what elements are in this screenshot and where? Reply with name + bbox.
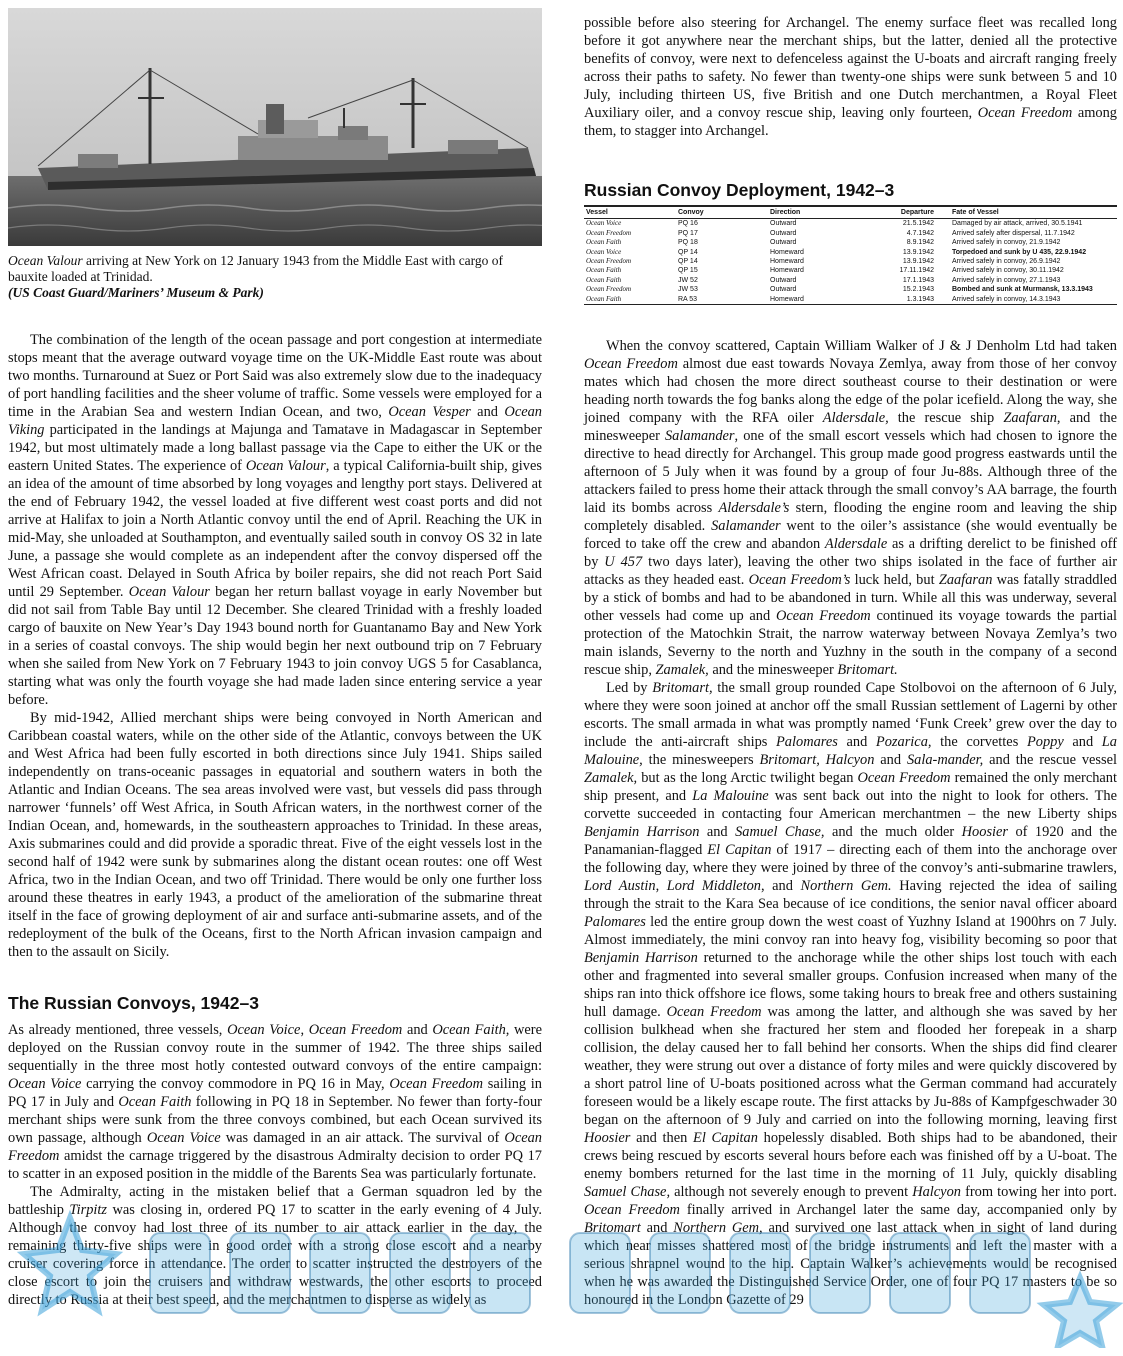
- cell-direction: Homeward: [770, 258, 804, 266]
- right-top-text: [584, 14, 1117, 140]
- header-vessel: Vessel: [584, 206, 676, 219]
- italic-name: Aldersdale: [824, 536, 888, 553]
- italic-name: Salamander: [664, 428, 735, 445]
- italic-name: Ocean Freedom: [584, 1202, 680, 1219]
- italic-name: Ocean Freedom: [389, 1076, 484, 1092]
- right-body-text: [584, 337, 1117, 1309]
- photo-credit: (US Coast Guard/Mariners’ Museum & Park): [8, 285, 264, 300]
- italic-name: Ocean Freedom: [308, 1022, 403, 1038]
- italic-name: Zaafaran: [938, 572, 993, 589]
- italic-name: Ocean Valour: [128, 584, 210, 600]
- ship-photo-image: [8, 8, 542, 246]
- table-row: [584, 248, 1117, 257]
- italic-name: Benjamin Harrison: [584, 950, 698, 967]
- cell-convoy: QP 14: [678, 258, 698, 266]
- cell-vessel: Ocean Faith: [586, 266, 622, 275]
- cell-departure: 13.9.1942: [902, 258, 934, 266]
- cell-vessel: Ocean Voice: [586, 247, 622, 256]
- cell-vessel: Ocean Faith: [584, 295, 676, 305]
- cell-fate: Torpedoed and sunk by U 435, 22.9.1942: [952, 248, 1087, 256]
- paragraph: The combination of the length of the ocean passage and port congestion at intermediate stops meant that the average outward voyage time on the UK-Middle East route was about two months. Turnaround at Suez or Port Said was also extremely slow due to the inadequacy of port handling facilities and the sheer volume of traffic. Some vessels were employed for a time in the Arabian Sea and western Indian Ocean, and two, Ocean Vesper and Ocean Viking participated in the landings at Majunga and Tamatave in Madagascar in September 1942, but most ultimately made a long ballast passage via the Cape to either the UK or the eastern United States. The experience of Ocean Valour, a typical California-built ship, gives an idea of the amount of time absorbed by long voyages and lengthy port stays. Delivered at the end of February 1942, the vessel loaded at five different west coast ports and did not arrive at Halifax to join a North Atlantic convoy until the end of April. Reaching the UK in mid-May, she unloaded at Southampton, and eventually sailed south in convoy OS 32 in late June, a passage she would complete as an independent after the convoy dispersed off the West African coast. Delayed in South Africa by boiler repairs, she did not reach Port Said until 29 September. Ocean Valour began her return ballast voyage in early November but did not sail from Table Bay until 12 December. She cleared Trinidad with a freshly loaded cargo of bauxite on New Year’s Day 1943 bound north for Guantanamo Bay and New York in a series of coastal convoys. The ship would begin her next outbound trip on 7 February when she sailed from New York on 7 February 1943 to join convoy UGS 5 for Casablanca, starting what was only the fourth voyage she had made laden since entering service a year before.: [8, 332, 542, 708]
- italic-name: Ocean Viking: [8, 404, 542, 438]
- italic-name: Poppy: [1026, 734, 1064, 751]
- table-row: [584, 219, 1117, 229]
- cell-direction: Outward: [770, 220, 797, 228]
- cell-departure: 17.11.1942: [899, 267, 934, 275]
- cell-departure: 13.9.1942: [902, 248, 934, 256]
- ship-photo: [8, 8, 542, 246]
- italic-name: Ocean Faith,: [432, 1022, 510, 1038]
- cell-direction: Outward: [770, 239, 797, 247]
- cell-departure: 8.9.1942: [906, 239, 934, 247]
- italic-name: Lord Austin: [584, 878, 656, 895]
- cell-fate: Arrived safely after dispersal, 11.7.1942: [952, 229, 1075, 237]
- cell-direction: Homeward: [770, 267, 804, 275]
- italic-name: Ocean Voice: [227, 1022, 301, 1038]
- italic-name: Zamalek,: [655, 662, 709, 679]
- header-fate: Fate of Vessel: [950, 206, 1117, 219]
- cell-fate: Arrived safely in convoy, 27.1.1943: [952, 276, 1061, 284]
- paragraph: When the convoy scattered, Captain William Walker of J & J Denholm Ltd had taken Ocean Freedom almost due east towards Novaya Zemlya, away from those of her convoy mates which had chosen the more direct southeast course to their destination or were heading north towards the fog banks along the edge of the polar icefield. Along the way, she joined company with the RFA oiler Aldersdale, the rescue ship Zaafaran, and the minesweeper Salamander, one of the small escort vessels which had chosen to ignore the directive to head directly for Archangel. This group made good progress eastwards until the afternoon of 5 July when it was found by a group of four Ju-88s. Although three of the attackers failed to press home their attack through the small convoy’s AA barrage, the fourth laid its bombs across Aldersdale’s stern, flooding the engine room and leaving the ship completely disabled. Salamander went to the oiler’s assistance (she would eventually be forced to take off the crew and abandon Aldersdale as a drifting derelict to be finished off by U 457 two days later), leaving the other two ships isolated in the face of further air attacks as they headed east. Ocean Freedom’s luck held, but Zaafaran was fatally straddled by a stick of bombs and had to be abandoned in turn. While all this was underway, several other vessels had come up and Ocean Freedom continued its voyage towards the partial protection of the Matochkin Strait, the narrow waterway between Novaya Zemlya’s two main islands, Severny to the north and Yuzhny in the south in the company of a second rescue ship, Zamalek, and the minesweeper Britomart.: [584, 338, 1118, 679]
- cell-convoy: PQ 16: [678, 220, 698, 228]
- italic-name: El Capitan: [707, 842, 772, 859]
- italic-name: Aldersdale’s: [718, 500, 790, 517]
- italic-name: Ocean Freedom’s: [748, 572, 851, 589]
- caption-vessel: Ocean Valour: [8, 253, 83, 268]
- paragraph: By mid-1942, Allied merchant ships were being convoyed in North American and Caribbean coastal waters, while on the other side of the Atlantic, convoys between the UK and West Africa had been fully escorted in both directions since July 1941. Ships sailed independently on trans-oceanic passages in equatorial and southern waters in both the Atlantic and Indian Oceans. The sea areas involved were vast, but vessels did pass through narrower ‘funnels’ off West Africa, in South African waters, in the northwest corner of the Indian Ocean, and, homewards, in the southeastern approaches to Trinidad. In these areas, Axis submarines could and did provide a sporadic threat. Five of the eight vessels lost in the second half of 1942 were sunk by submarines along the distant ocean routes: one off West Africa, two in the Indian Ocean, and two off Trinidad. There would be only one further loss around these theatres in early 1943, a product of the amelioration of the submarine threat itself in the face of growing deployment of air and surface anti-submarine assets, and of the redeployment of the bulk of the Oceans, first to the North African invasion campaign and then to the assault on Sicily.: [8, 710, 542, 960]
- header-convoy: Convoy: [676, 206, 768, 219]
- caption-text: arriving at New York on 12 January 1943 from the Middle East with cargo of bauxite loaded at Trinidad.: [8, 253, 504, 284]
- italic-name: Britomart: [584, 1220, 641, 1237]
- italic-name: Ocean Voice: [146, 1130, 221, 1146]
- italic-name: Northern Gem,: [673, 1220, 763, 1237]
- left-column: [8, 0, 542, 1309]
- cell-fate: Arrived safely in convoy, 30.11.1942: [952, 267, 1064, 275]
- italic-name: Aldersdale,: [822, 410, 889, 427]
- cell-convoy: PQ 18: [678, 239, 698, 247]
- italic-name: Britomart.: [837, 662, 898, 679]
- italic-name: El Capitan: [693, 1130, 758, 1147]
- italic-name: La Malouine: [692, 788, 769, 805]
- italic-name: Tirpitz: [69, 1202, 108, 1218]
- table-header-row: [584, 206, 1117, 219]
- italic-name: Hoosier: [584, 1130, 631, 1147]
- cell-vessel: Ocean Freedom: [586, 285, 632, 294]
- cell-direction: Outward: [770, 229, 797, 237]
- cell-convoy: QP 15: [678, 267, 698, 275]
- cell-convoy: JW 52: [678, 276, 698, 284]
- russian-convoys-heading: The Russian Convoys, 1942–3: [8, 993, 259, 1013]
- italic-name: Zamalek,: [584, 770, 638, 787]
- italic-name: Salamander: [711, 518, 781, 535]
- cell-vessel: Ocean Freedom: [586, 257, 632, 266]
- cell-departure: 21.5.1942: [902, 220, 934, 228]
- cell-direction: Homeward: [770, 248, 804, 256]
- italic-name: Lord Middleton: [666, 878, 761, 895]
- cell-fate: Arrived safely in convoy, 21.9.1942: [952, 239, 1061, 247]
- table-row: [584, 229, 1117, 238]
- paragraph: Led by Britomart, the small group rounded Cape Stolbovoi on the afternoon of 6 July, where they were soon joined at anchor off the small Russian settlement of Lagerni by other escorts. The small armada in what was promptly named ‘Funk Creek’ grew over the day to include the anti-aircraft ships Palomares and Pozarica, the corvettes Poppy and La Malouine, the minesweepers Britomart, Halcyon and Sala-mander, and the rescue vessel Zamalek, but as the long Arctic twilight began Ocean Freedom remained the only merchant ship present, and La Malouine was sent back out into the night to look for others. The corvette succeeded in contacting four American merchantmen – the new Liberty ships Benjamin Harrison and Samuel Chase, and the much older Hoosier of 1920 and the Panamanian-flagged El Capitan of 1917 – directing each of them into the anchorage over the following day, where they were joined by three of the convoy’s anti-submarine trawlers, Lord Austin, Lord Middleton, and Northern Gem. Having rejected the idea of sailing through the strait to the Kara Sea because of ice conditions, the senior naval officer aboard Palomares led the entire group down the west coast of Yuzhny Island at 1900hrs on 7 July. Almost immediately, the mini convoy ran into heavy fog, visibility becoming so poor that Benjamin Harrison returned to the anchorage while the other ships lost touch with each other and fragmented into several smaller groups. Confusion increased when many of the ships ran into thick offshore ice flows, some taking hours to break free and others sustaining hull damage. Ocean Freedom was among the latter, and although she was saved by her collision bulkhead when she fractured her stem and flooded her forepeak in a sharp collision, the delay caused her to fall behind her consorts. When the ships did find clearer weather, they were strung out over a distance of forty miles and were quickly discovered by a short patrol line of U-boats positioned across what the German command had accurately foreseen would be a likely escape route. The first attacks by Ju-88s of Kampfgeschwader 30 began on the afternoon of 9 July and carried on into the following morning, leaving first Hoosier and then El Capitan hopelessly disabled. Both ships had to be abandoned, their crews being rescued by escorts several hours before each was finished off by a U-boat. The enemy bombers returned for the last time in the morning of 11 July, quickly disabling Samuel Chase, although not severely enough to prevent Halcyon from towing her into port. Ocean Freedom finally arrived in Archangel later the same day, accompanied only by Britomart and Northern Gem, and survived one last attack when in sight of land during which near misses shattered most of the bridge instruments and left the master with a serious shrapnel wound to the hip. Captain Walker’s achievements would be recognised when he was awarded the Distinguished Service Order, one of four PQ 17 masters to be so honoured in the London Gazette of 29: [584, 680, 1118, 1309]
- paragraph: As already mentioned, three vessels, Ocean Voice, Ocean Freedom and Ocean Faith, were deployed on the Russian convoy route in the summer of 1942. The three ships sailed sequentially in the three most hotly contested outward convoys of the entire campaign: Ocean Voice carrying the convoy commodore in PQ 16 in May, Ocean Freedom sailing in PQ 17 in July and Ocean Faith following in PQ 18 in September. No fewer than forty-four merchant ships were sunk from the three convoys combined, but each Ocean survived its own passage, although Ocean Voice was damaged in an air attack. The survival of Ocean Freedom amidst the carnage triggered by the disastrous Admiralty decision to order PQ 17 to scatter in an exposed position in the middle of the Barents Sea was particularly fortunate.: [8, 1022, 542, 1182]
- right-column: [584, 0, 1117, 1309]
- cell-vessel: Ocean Freedom: [586, 228, 632, 237]
- italic-name: U 457: [604, 554, 643, 571]
- italic-name: Britomart, Halcyon: [759, 752, 875, 769]
- cell-departure: 1.3.1943: [842, 295, 950, 305]
- italic-name: Ocean Freedom: [666, 1004, 762, 1021]
- italic-name: Hoosier: [961, 824, 1009, 841]
- deployment-table: [584, 205, 1117, 305]
- table-row: [584, 276, 1117, 285]
- cell-convoy: JW 53: [678, 286, 698, 294]
- italic-name: Ocean Freedom: [857, 770, 951, 787]
- photo-caption: [8, 253, 542, 301]
- cell-convoy: QP 14: [678, 248, 698, 256]
- italic-name: La Malouine,: [584, 734, 1117, 769]
- header-departure: Departure: [842, 206, 950, 219]
- table-title: Russian Convoy Deployment, 1942–3: [584, 180, 895, 200]
- cell-departure: 17.1.1943: [902, 276, 934, 284]
- italic-name: Palomares: [584, 914, 646, 931]
- cell-direction: Outward: [770, 276, 797, 284]
- header-direction: Direction: [768, 206, 842, 219]
- table-row: [584, 238, 1117, 247]
- italic-name: Sala-mander,: [906, 752, 984, 769]
- italic-name: Zaafaran: [1003, 410, 1057, 427]
- italic-name: Halcyon: [912, 1184, 961, 1201]
- italic-name: Pozarica,: [875, 734, 932, 751]
- paragraph: possible before also steering for Archangel. The enemy surface fleet was recalled long before it got anywhere near the merchant ships, but the latter, denied all the protective benefits of convoy, were next to defenceless against the U-boats and aircraft ranging freely across their paths to safety. No fewer than twenty-one ships were sunk between 5 and 10 July, including thirteen US, five British and one Dutch merchantmen, a Royal Fleet Auxiliary oiler, and a convoy rescue ship, leaving only fourteen, Ocean Freedom among them, to stagger into Archangel.: [584, 15, 1117, 139]
- cell-vessel: Ocean Faith: [586, 275, 622, 284]
- left-body-text: [8, 331, 542, 961]
- cell-direction: Homeward: [768, 295, 842, 305]
- cell-convoy: PQ 17: [678, 229, 698, 237]
- cell-convoy: RA 53: [676, 295, 768, 305]
- italic-name: Ocean Voice: [8, 1076, 82, 1092]
- italic-name: Samuel Chase,: [584, 1184, 671, 1201]
- italic-name: Ocean Faith: [118, 1094, 192, 1110]
- italic-name: Palomares: [776, 734, 838, 751]
- cell-fate: Arrived safely in convoy, 14.3.1943: [950, 295, 1117, 305]
- russian-convoys-body: [8, 1021, 542, 1309]
- paragraph: The Admiralty, acting in the mistaken belief that a German squadron led by the battleship Tirpitz was closing in, ordered PQ 17 to scatter in the early evening of 4 July. Although the convoy had lost three of its number to air attack earlier in the day, the remaining thirty-five ships were in good order with a strong close escort and a nearby cruiser covering force in attendance. The order to scatter instructed the destroyers of the close escort to join the cruisers and withdraw westwards, the other escorts to proceed directly to Russia at their best speed, and the merchantmen to disperse as widely as: [8, 1184, 542, 1308]
- italic-name: Ocean Freedom: [775, 608, 871, 625]
- italic-name: Ocean Valour: [245, 458, 326, 474]
- cell-vessel: Ocean Faith: [586, 238, 622, 247]
- table-row: [584, 285, 1117, 294]
- cell-direction: Outward: [770, 286, 797, 294]
- italic-name: Benjamin Harrison: [584, 824, 700, 841]
- cell-departure: 4.7.1942: [906, 229, 934, 237]
- cell-fate: Damaged by air attack, arrived, 30.5.1941: [952, 220, 1083, 228]
- table-row: [584, 266, 1117, 275]
- italic-name: Britomart,: [652, 680, 713, 697]
- cell-fate: Bombed and sunk at Murmansk, 13.3.1943: [952, 286, 1093, 294]
- italic-name: Ocean Vesper: [388, 404, 471, 420]
- table-row: [584, 295, 1117, 305]
- italic-name: Samuel Chase,: [735, 824, 825, 841]
- italic-name: Ocean Freedom: [584, 356, 678, 373]
- table-row: [584, 257, 1117, 266]
- cell-vessel: Ocean Voice: [586, 219, 622, 228]
- cell-fate: Arrived safely in convoy, 26.9.1942: [952, 258, 1061, 266]
- cell-departure: 15.2.1943: [902, 286, 934, 294]
- italic-name: Northern Gem.: [800, 878, 892, 895]
- italic-name: Ocean Freedom: [977, 105, 1073, 121]
- italic-name: Ocean Freedom: [8, 1130, 542, 1164]
